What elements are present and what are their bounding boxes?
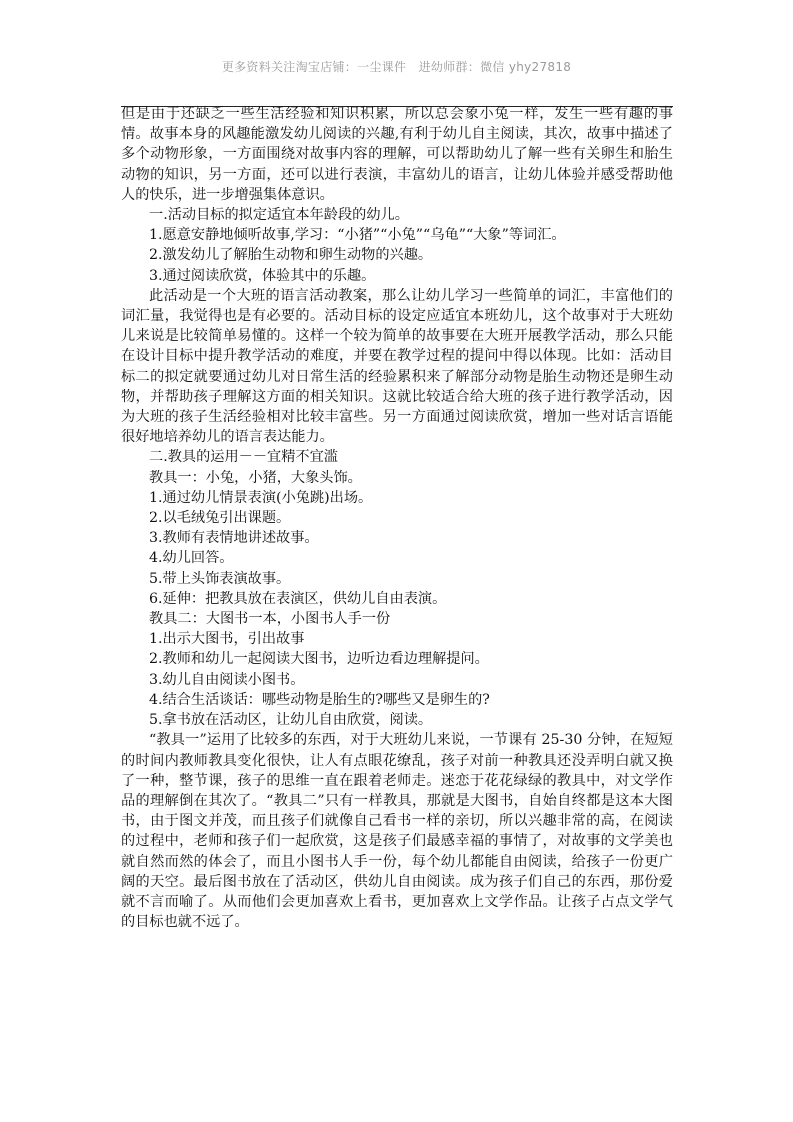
aid-two-title: 教具二：大图书一本，小图书人手一份	[149, 611, 391, 628]
aid-one-title: 教具一：小兔，小猪，大象头饰。	[149, 469, 362, 486]
goal-item-2: 2.激发幼儿了解胎生动物和卵生动物的兴趣。	[149, 247, 433, 264]
aid-two-step-5: 5.拿书放在活动区，让幼儿自由欣赏，阅读。	[149, 712, 433, 729]
paragraph-aids-comparison: “教具一”运用了比较多的东西，对于大班幼儿来说，一节课有 25-30 分钟，在短短的时间内教师教具变化很快，让人有点眼花缭乱，孩子对前一种教具还没弄明白就又换了一种，整节课，孩子的思维一直在跟着老师走。迷恋于花花绿绿的教具中，对文学作品的理解倒在其次了。“教具二”只有一样教具，那就是大图书，自始自终都是这本大图书，由于图文并茂，而且孩子们就像自己看书一样的亲切，所以兴趣非常的高，在阅读的过程中，老师和孩子们一起欣赏，这是孩子们最感幸福的事情了，对故事的文学美也就自然而然的体会了，而且小图书人手一份，每个幼儿都能自由阅读，给孩子一份更广阔的天空。最后图书放在了活动区，供幼儿自由阅读。成为孩子们自己的东西，那份爱就不言而喻了。从而他们会更加喜欢上看书，更加喜欢上文学作品。让孩子占点文学气的目标也就不远了。	[121, 732, 673, 931]
aid-two-step-2: 2.教师和幼儿一起阅读大图书，边听边看边理解提问。	[149, 651, 489, 668]
aid-one-step-3: 3.教师有表情地讲述故事。	[149, 530, 319, 547]
goal-item-3: 3.通过阅读欣赏，体验其中的乐趣。	[149, 267, 376, 284]
paragraph-goals-analysis: 此活动是一个大班的语言活动教案，那么让幼儿学习一些简单的词汇，丰富他们的词汇量，我觉得也是有必要的。活动目标的设定应适宜本班幼儿，这个故事对于大班幼儿来说是比较简单易懂的。这样一个较为简单的故事要在大班开展教学活动，那么只能在设计目标中提升教学活动的难度，并要在教学过程的提问中得以体现。比如：活动目标二的拟定就要通过幼儿对日常生活的经验累积来了解部分动物是胎生动物还是卵生动物，并帮助孩子理解这方面的相关知识。这就比较适合给大班的孩子进行教学活动，因为大班的孩子生活经验相对比较丰富些。另一方面通过阅读欣赏，增加一些对话言语能很好地培养幼儿的语言表达能力。	[121, 287, 673, 446]
aid-one-step-1: 1.通过幼儿情景表演(小兔跳)出场。	[149, 489, 373, 506]
goal-item-1: 1.愿意安静地倾听故事,学习：“小猪”“小兔”“乌龟”“大象”等词汇。	[149, 227, 566, 244]
aid-two-step-3: 3.幼儿自由阅读小图书。	[149, 671, 305, 688]
watermark-header: 更多资料关注淘宝店铺：一尘课件 进幼师群：微信 yhy27818	[221, 60, 572, 74]
aid-one-step-5: 5.带上头饰表演故事。	[149, 570, 291, 587]
aid-two-step-1: 1.出示大图书，引出故事	[149, 631, 305, 648]
aid-two-step-4: 4.结合生活谈话：哪些动物是胎生的?哪些又是卵生的?	[149, 691, 490, 708]
aid-one-step-4: 4.幼儿回答。	[149, 550, 234, 567]
document-body	[121, 104, 673, 932]
aid-one-step-2: 2.以毛绒兔引出课题。	[149, 510, 291, 527]
section-heading-teaching-aids: 二.教具的运用－－宜精不宜滥	[149, 449, 338, 466]
section-heading-goals: 一.活动目标的拟定适宜本年龄段的幼儿。	[149, 207, 409, 224]
paragraph-intro-continuation: 但是由于还缺乏一些生活经验和知识积累，所以总会象小兔一样，发生一些有趣的事情。故事本身的风趣能激发幼儿阅读的兴趣,有利于幼儿自主阅读，其次，故事中描述了多个动物形象，一方面围绕对故事内容的理解，可以帮助幼儿了解一些有关卵生和胎生动物的知识，另一方面，还可以进行表演，丰富幼儿的语言，让幼儿体验并感受帮助他人的快乐，进一步增强集体意识。	[121, 106, 673, 203]
aid-one-step-6: 6.延伸：把教具放在表演区，供幼儿自由表演。	[149, 590, 447, 607]
